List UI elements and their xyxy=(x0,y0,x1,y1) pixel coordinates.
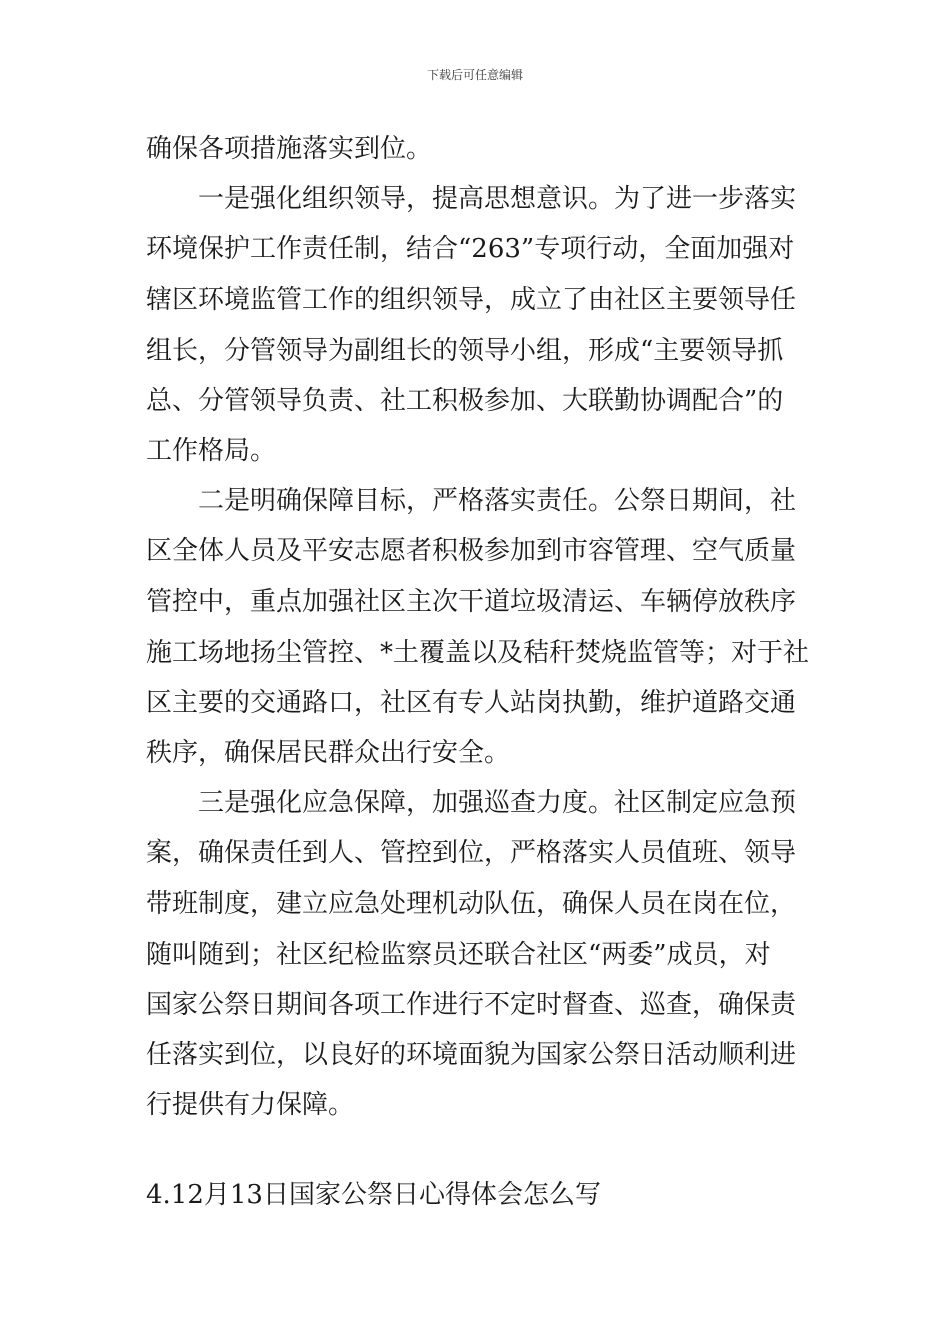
paragraph-first-line: 二是明确保障目标，严格落实责任。公祭日期间，社 xyxy=(198,486,797,516)
paragraph-first-line: 三是强化应急保障，加强巡查力度。社区制定应急预 xyxy=(198,788,797,818)
text-line: 环境保护工作责任制，结合“263”专项行动，全面加强对 xyxy=(146,234,795,264)
text-line: 行提供有力保障。 xyxy=(146,1090,355,1120)
text-line: 随叫随到；社区纪检监察员还联合社区“两委”成员，对 xyxy=(146,940,771,970)
text-line: 秩序，确保居民群众出行安全。 xyxy=(146,738,511,768)
text-line: 区全体人员及平安志愿者积极参加到市容管理、空气质量 xyxy=(146,536,797,566)
header-note: 下载后可任意编辑 xyxy=(426,68,523,82)
text-line: 国家公祭日期间各项工作进行不定时督查、巡查，确保责 xyxy=(146,990,797,1020)
text-line: 确保各项措施落实到位。 xyxy=(146,134,433,164)
section-heading: 4.12月13日国家公祭日心得体会怎么写 xyxy=(146,1180,601,1210)
text-line: 施工场地扬尘管控、*土覆盖以及秸秆焚烧监管等；对于社 xyxy=(146,638,810,668)
text-line: 案，确保责任到人、管控到位，严格落实人员值班、领导 xyxy=(146,838,797,868)
text-line: 总、分管领导负责、社工积极参加、大联勤协调配合”的 xyxy=(146,386,784,416)
text-line: 区主要的交通路口，社区有专人站岗执勤，维护道路交通 xyxy=(146,688,797,718)
text-line: 带班制度，建立应急处理机动队伍，确保人员在岗在位， xyxy=(146,889,797,919)
text-line: 管控中，重点加强社区主次干道垃圾清运、车辆停放秩序 xyxy=(146,587,797,617)
text-line: 辖区环境监管工作的组织领导，成立了由社区主要领导任 xyxy=(146,285,797,315)
text-line: 组长，分管领导为副组长的领导小组，形成“主要领导抓 xyxy=(146,336,784,366)
paragraph-first-line: 一是强化组织领导，提高思想意识。为了进一步落实 xyxy=(198,184,797,214)
text-line: 工作格局。 xyxy=(146,436,277,466)
text-line: 任落实到位，以良好的环境面貌为国家公祭日活动顺利进 xyxy=(146,1040,797,1070)
